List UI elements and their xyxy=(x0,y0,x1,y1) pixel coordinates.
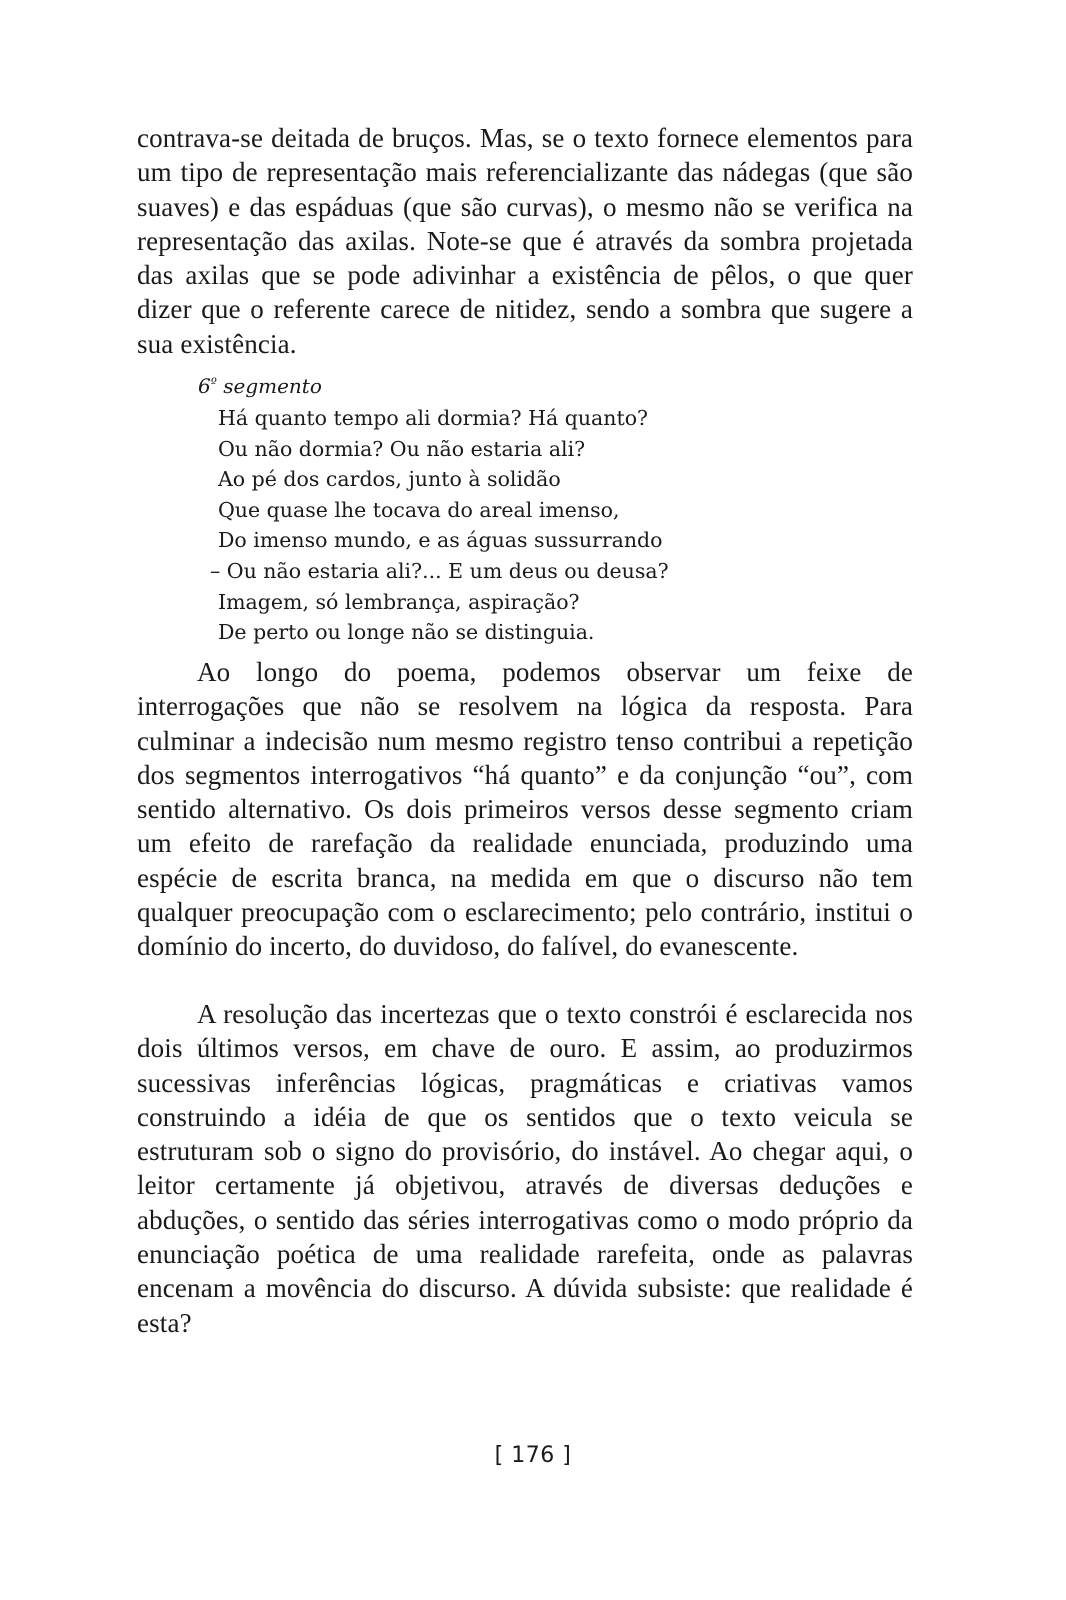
poem-line: De perto ou longe não se distinguia. xyxy=(218,620,595,645)
poem-line: – Ou não estaria ali?... E um deus ou deusa? xyxy=(210,558,669,583)
ordinal-indicator: º xyxy=(210,376,217,391)
paragraph-text: Ao longo do poema, podemos observar um feixe de interrogações que não se resolvem na lógica da resposta. Para culminar a indecisão num mesmo registro tenso contribui a repetição dos segmentos interrogativos “há quanto” e da conjunção “ou”, com sentido alternativo. Os dois primeiros versos desse segmento criam um efeito de rarefação da realidade enunciada, produzindo uma espécie de escrita branca, na medida em que o discurso não tem qualquer preocupação com o esclarecimento; pelo contrário, institui o domínio do incerto, do duvidoso, do falível, do evanescente. xyxy=(137,657,913,962)
poem-line: Do imenso mundo, e as águas sussurrando xyxy=(218,528,663,553)
poem-line: Que quase lhe tocava do areal imenso, xyxy=(218,497,620,522)
page-number: [ 176 ] xyxy=(494,1443,572,1468)
poem-line: Ou não dormia? Ou não estaria ali? xyxy=(218,436,586,461)
poem-segment-label: segmento xyxy=(223,374,322,398)
paragraph-conclusion xyxy=(137,997,913,1340)
poem-line: Imagem, só lembrança, aspiração? xyxy=(218,589,580,614)
poem-segment-title xyxy=(198,371,669,399)
paragraph-text: contrava-se deitada de bruços. Mas, se o texto fornece elementos para um tipo de representação mais referencializante das nádegas (que são suaves) e das espáduas (que são curvas), o mesmo não se verifica na representação das axilas. Note-se que é através da sombra projetada das axilas que se pode adivinhar a existência de pêlos, o que quer dizer que o referente carece de nitidez, sendo a sombra que sugere a sua existência. xyxy=(137,123,913,359)
poem-line: Há quanto tempo ali dormia? Há quanto? xyxy=(218,406,649,430)
poem-segment-number: 6 xyxy=(198,374,211,398)
paragraph-continuation xyxy=(137,121,913,361)
paragraph-analysis xyxy=(137,655,913,964)
poem-line: Ao pé dos cardos, junto à solidão xyxy=(218,467,561,492)
paragraph-text: A resolução das incertezas que o texto constrói é esclarecida nos dois últimos versos, em chave de ouro. E assim, ao produzirmos sucessivas inferências lógicas, pragmáticas e criativas vamos construindo a idéia de que os sentidos que o texto veicula se estruturam sob o signo do provisório, do instável. Ao chegar aqui, o leitor certamente já objetivou, através de diversas deduções e abduções, o sentido das séries interrogativas como o modo próprio da enunciação poética de uma realidade rarefeita, onde as palavras encenam a movência do discurso. A dúvida subsiste: que realidade é esta? xyxy=(137,999,913,1338)
poem-lines xyxy=(210,403,669,648)
poem-excerpt xyxy=(198,371,669,648)
